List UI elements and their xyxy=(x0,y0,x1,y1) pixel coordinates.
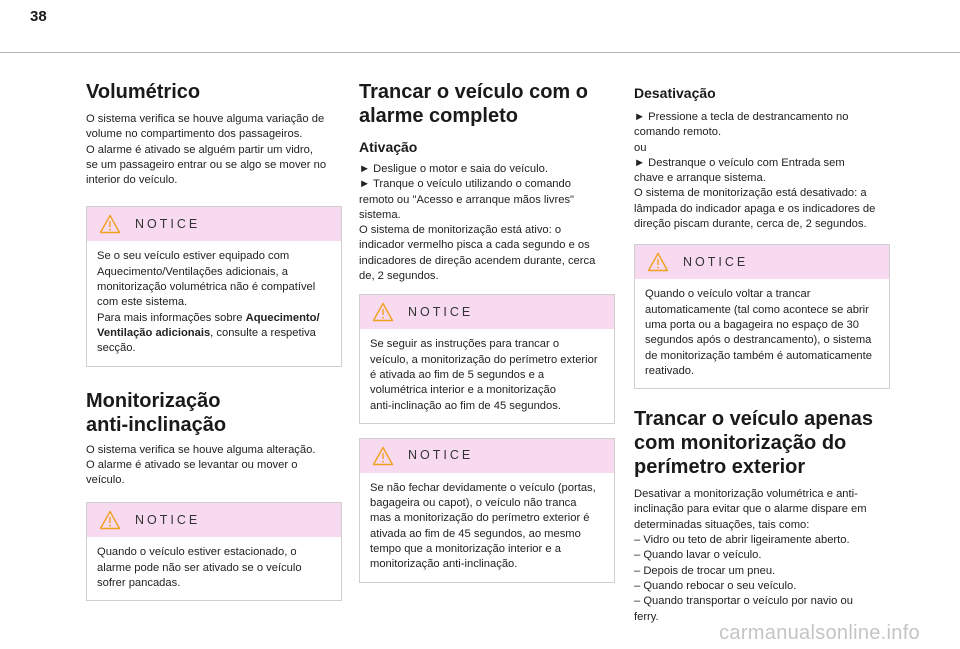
section-title-alarme-completo: Trancar o veículo com o alarme completo xyxy=(359,81,588,127)
notice-header xyxy=(635,245,889,279)
notice-body: Se o seu veículo estiver equipado com Aquecimento/Ventilações adicionais, a monitorização volumétrica não é compatível com este sistema. Para mais informações sobre Aquecimento/ Ventilação adicionais, consulte a respetiva secção. xyxy=(97,250,320,355)
column-3 xyxy=(634,84,890,625)
watermark: carmanualsonline.info xyxy=(719,622,920,644)
section-title-volumetrico: Volumétrico xyxy=(86,81,201,103)
notice-header xyxy=(87,207,341,241)
notice-body: Quando o veículo voltar a trancar automaticamente (tal como acontece se abrir uma porta ou a bagageira no espaço de 30 segundos após o destrancamento), o sistema de monitorização também é automaticamente reativado. xyxy=(645,288,872,377)
header-divider xyxy=(0,52,960,53)
notice-title: NOTICE xyxy=(408,304,474,319)
notice-title: NOTICE xyxy=(683,254,749,269)
notice-body: Se não fechar devidamente o veículo (portas, bagageira ou capot), o veículo não tranca mas a monitorização do perímetro exterior é ativada ao fim de 45 segundos, ao mesmo tempo que a monitorização interior e a monitorização anti-inclinação. xyxy=(370,481,596,571)
column-1 xyxy=(86,80,342,615)
column-2 xyxy=(359,80,615,597)
anti-inclinacao-text: O sistema verifica se houve alguma alteração. O alarme é ativado se levantar ou mover o veículo. xyxy=(86,443,316,487)
notice-box xyxy=(359,438,615,583)
notice-box xyxy=(86,206,342,366)
warning-triangle-icon xyxy=(647,252,669,272)
page-number: 38 xyxy=(30,8,47,25)
subsection-title-ativacao: Ativação xyxy=(359,139,418,155)
notice-title: NOTICE xyxy=(135,216,201,231)
notice-header xyxy=(360,439,614,473)
notice-header xyxy=(87,503,341,537)
notice-title: NOTICE xyxy=(408,448,474,463)
warning-triangle-icon xyxy=(372,446,394,466)
notice-box xyxy=(86,502,342,601)
desativacao-text: ► Pressione a tecla de destrancamento no comando remoto. ou ► Destranque o veículo com Entrada sem chave e arranque sistema. O sistema de monitorização está desativado: a lâmpada do indicador apaga e os indicadores de direção piscam durante, cerca de, 2 segundos. xyxy=(634,111,876,231)
notice-header xyxy=(360,295,614,329)
volumetrico-text: O sistema verifica se houve alguma variação de volume no compartimento dos passageiros. O alarme é ativado se alguém partir um vidro, se um passageiro entrar ou se algo se mover no interior do veículo. xyxy=(86,113,327,187)
warning-triangle-icon xyxy=(372,302,394,322)
notice-title: NOTICE xyxy=(135,512,201,527)
subsection-title-desativacao: Desativação xyxy=(634,85,716,101)
notice-box xyxy=(359,294,615,423)
section-title-anti-inclinacao: Monitorização anti-inclinação xyxy=(86,389,227,436)
warning-triangle-icon xyxy=(99,510,121,530)
warning-triangle-icon xyxy=(99,214,121,234)
notice-body: Quando o veículo estiver estacionado, o alarme pode não ser ativado se o veículo sofrer pancadas. xyxy=(97,546,302,590)
notice-box xyxy=(634,244,890,389)
perimetro-text: Desativar a monitorização volumétrica e anti- inclinação para evitar que o alarme dispare em determinadas situações, tais como: – Vidro ou teto de abrir ligeiramente aberto. – Quando lavar o veículo. – Depois de trocar um pneu. – Quando rebocar o seu veículo. – Quando transportar o veículo por navio ou ferry. xyxy=(634,488,867,623)
ativacao-text: ► Desligue o motor e saia do veículo. ► Tranque o veículo utilizando o comando remoto ou "Acesso e arranque mãos livres" sistema. O sistema de monitorização está ativo: o indicador vermelho pisca a cada segundo e os indicadores de direção acendem durante, cerca de, 2 segundos. xyxy=(359,163,596,283)
section-title-perimetro: Trancar o veículo apenas com monitorização do perímetro exterior xyxy=(634,408,873,479)
notice-body: Se seguir as instruções para trancar o veículo, a monitorização do perímetro exterior é ativada ao fim de 5 segundos e a volumétrica interior e a monitorização anti-inclinação ao fim de 45 segundos. xyxy=(370,338,598,412)
